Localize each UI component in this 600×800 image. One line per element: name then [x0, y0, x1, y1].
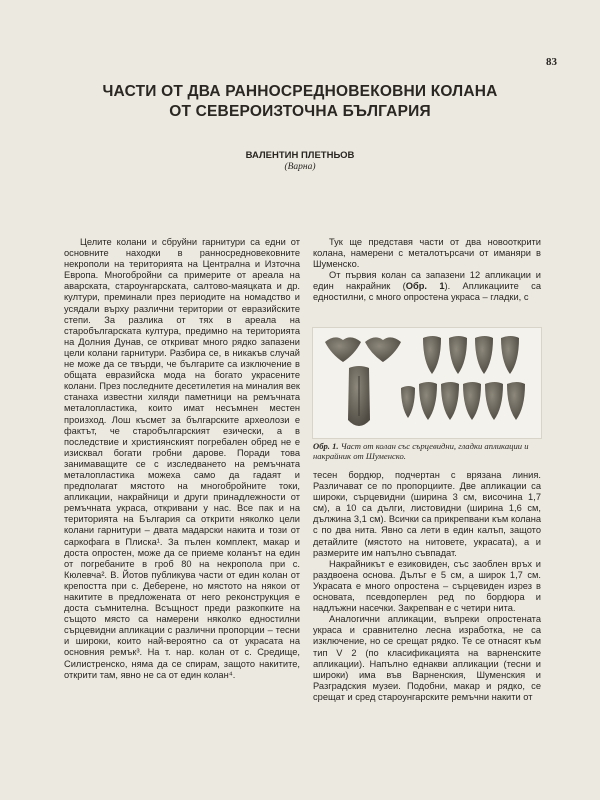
left-paragraph: Целите колани и сбруйни гарнитури са едни от основните находки в ранносредновековните некрополи на територията на Централна и Източна Европа. Многобройни са примерите от ареала на аварската, староунгарската, салтово-маяцката и др. култури, преминали през периодите на номадство и усядали върху различни територии от евразийските степи. За разлика от тях в ареала на старобългарската култура, предимно на територията на Долния Дунав, се откриват много рядко запазени цели колани гарнитури. Разбира се, в никакъв случай не може да се твърди, че българите са изключение в общата евразийска мода на богато украсените колани. През последните десетилетия на миналия век станаха известни хиляди паметници на ремъчната металопластика, които имат несъмнен местен произход. Лош късмет за българските археолози е фактът, че старобългарският езически, а в последствие и християнският погребален обред не е изисквал богати гробни дарове. Поради това занимаващите се с изследването на ремъчната металопластика можеха само да гадаят и предполагат мястото на многобройните токи, апликации, накрайници и други принадлежности от ремъчната украса, откривани у нас. Все пак и на територията на България са открити няколко цели колани гарнитури – двата мадарски накита и този от саркофага в Плиска¹. За пълен комплект, макар и доста опростен, може да се приеме коланът на един от погребаните в гроб 80 на некропола при с. Кюлевча². В. Йотов публикува части от един колан от крепостта при с. Деберене, но мястото на някои от накитите в предложената от него реконструкция е доста съмнителна. Всъщност преди разкопките на същото място са намерени няколко едностилни сърцевидни апликации с различни пропорции – тесни и широки, които най-вероятно са от украсата на основния ремък³. На т. нар. колан от с. Средище, Силистренско, няма да се спирам, защото накитите, открити там, явно не са от един колан⁴. — [64, 237, 300, 680]
figure-caption-text: Част от колан със сърцевидни, гладки апликации и накрайник от Шуменско. — [313, 441, 529, 461]
title-line-1: ЧАСТИ ОТ ДВА РАННОСРЕДНОВЕКОВНИ КОЛАНА — [102, 83, 498, 100]
long-mount-3 — [475, 336, 493, 374]
figure-caption — [313, 441, 541, 461]
right-paragraph-3: тесен бордюр, подчертан с врязана линия. Различават се по пропорциите. Две апликации са широки, сърцевидни (ширина 3 см, височина 1,7 см), а 10 са дълги, листовидни (ширина 1,6 см, дължина 3,1 см). Всички са прикрепвани към колана с по два нита. Явно са лети в един калъп, защото детайлите (мястото на нитовете, украсата), а и размерите им напълно съвпадат. — [313, 470, 541, 558]
article-title — [60, 82, 540, 122]
long-mount-10 — [401, 386, 415, 418]
long-mount-6 — [441, 382, 459, 420]
right-paragraph-4: Накрайникът е езиковиден, със заоблен връх и раздвоена основа. Дълъг е 5 см, а широк 1,7 см. Украсата е много опростена – сърцевиден изрез в основата, псевдоперлен ред по бордюра и надлъжни насечки. Закрепван е с четири нита. — [313, 558, 541, 614]
long-mount-8 — [485, 382, 503, 420]
right-paragraph-2-lead: От първия колан са запазени 12 апликации и един накрайник ( — [313, 270, 541, 292]
right-column-bottom — [313, 470, 541, 703]
wide-mount-1 — [325, 337, 361, 362]
long-mount-9 — [507, 382, 525, 420]
long-mount-5 — [419, 382, 437, 420]
left-column — [64, 237, 300, 681]
title-line-2: ОТ СЕВЕРОИЗТОЧНА БЪЛГАРИЯ — [169, 103, 431, 120]
belt-fittings-photo — [313, 328, 541, 438]
long-mount-7 — [463, 382, 481, 420]
author-affiliation: (Варна) — [284, 162, 316, 172]
figure-label: Обр. 1. — [313, 441, 339, 451]
right-paragraph-2-tail: ). Апликациите са едностилни, с много опростена украса – гладки, с — [313, 281, 541, 303]
right-paragraph-2 — [313, 270, 541, 303]
right-paragraph-5: Аналогични апликации, въпреки опростената украса и сравнително лесна изработка, не са изключение, но се срещат рядко. Те се отнасят към тип V 2 (по класификацията на варненските апликации). Напълно еднакви апликации (тесни и широки) има във Варненския, Шуменския и Разградския музеи. Подобни, макар и рядко, се срещат и сред староунгарските ремъчни накити от — [313, 614, 541, 702]
page-number: 83 — [546, 56, 557, 68]
right-column-top — [313, 237, 541, 304]
figure-reference: Обр. 1 — [405, 281, 445, 292]
author-name: ВАЛЕНТИН ПЛЕТНЬОВ — [245, 150, 355, 161]
wide-mount-2 — [365, 337, 401, 362]
figure-belt-fittings — [312, 327, 542, 439]
long-mount-4 — [501, 336, 519, 374]
long-mount-2 — [449, 336, 467, 374]
long-mount-1 — [423, 336, 441, 374]
right-paragraph-1: Тук ще представя части от два новооткрити колана, намерени с металотърсачи от иманяри в Шуменско. — [313, 237, 541, 270]
